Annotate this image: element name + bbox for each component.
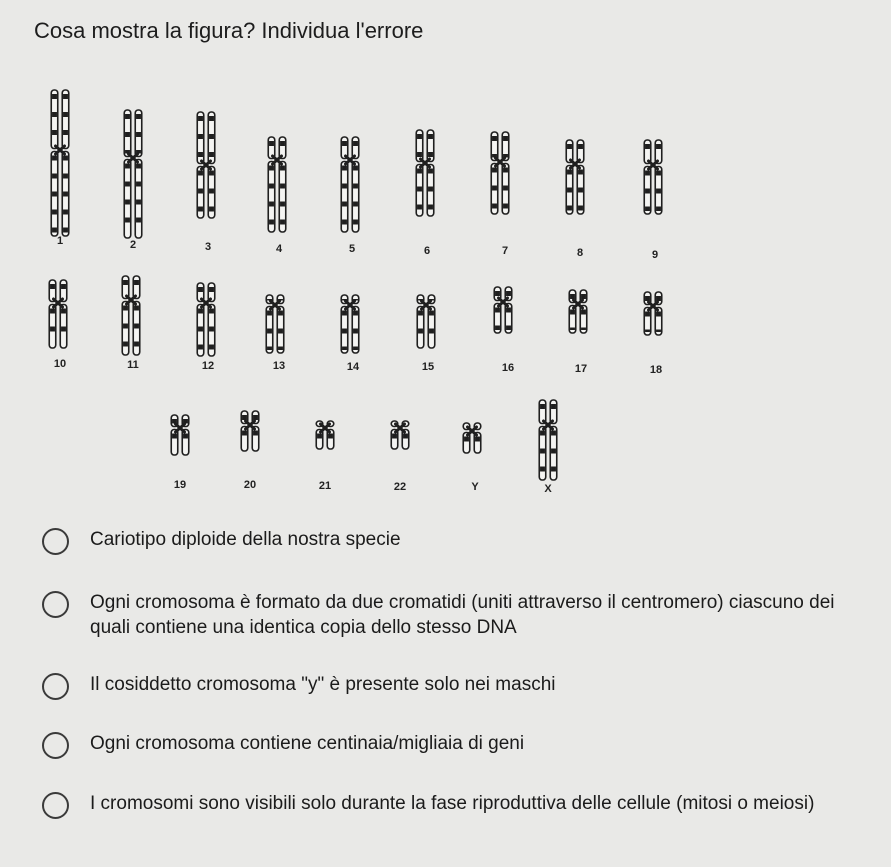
chromosome-13 (266, 295, 284, 353)
chromosome-label: 10 (53, 358, 67, 370)
chromosome-label: 9 (651, 249, 659, 261)
chromosome-label: 11 (127, 359, 139, 371)
chromosome-15 (417, 295, 435, 348)
chromosome-2 (124, 110, 142, 238)
answer-option-3[interactable] (42, 672, 862, 700)
answer-option-label: Cariotipo diploide della nostra specie (90, 529, 401, 550)
chromosome-8 (566, 140, 584, 214)
chromosome-label: 1 (56, 235, 64, 247)
chromosome-17 (569, 290, 587, 333)
chromosome-9 (644, 140, 662, 214)
chromosome-label: Y (471, 481, 479, 493)
chromosome-1 (51, 90, 69, 236)
radio-button[interactable] (42, 528, 69, 555)
chromosome-7 (491, 132, 509, 214)
chromosome-label: 12 (201, 360, 215, 372)
chromosome-10 (49, 280, 67, 348)
chromosome-label: 2 (129, 239, 137, 251)
answer-option-5[interactable] (42, 791, 862, 819)
chromosome-3 (197, 112, 215, 218)
chromosome-label: 18 (649, 364, 663, 376)
chromosome-18 (644, 292, 662, 335)
chromosome-14 (341, 295, 359, 353)
answer-option-label: Il cosiddetto cromosoma "y" è presente solo nei maschi (90, 674, 556, 695)
chromosome-label: 19 (173, 479, 187, 491)
chromosome-label: 6 (423, 245, 431, 257)
chromosome-label: 20 (243, 479, 257, 491)
chromosome-label: 3 (204, 241, 212, 253)
chromosome-5 (341, 137, 359, 232)
radio-button[interactable] (42, 792, 69, 819)
chromosome-19 (171, 415, 189, 455)
radio-button[interactable] (42, 732, 69, 759)
answer-option-4[interactable] (42, 731, 862, 759)
chromosome-16 (494, 287, 512, 333)
chromosome-20 (241, 411, 259, 451)
chromosome-label: 22 (393, 481, 407, 493)
chromosome-4 (268, 137, 286, 232)
answer-option-label: Ogni cromosoma contiene centinaia/migliaia di geni (90, 733, 525, 754)
chromosome-11 (122, 276, 140, 355)
chromosome-X (539, 400, 557, 480)
chromosome-6 (416, 130, 434, 216)
chromosome-label: 16 (501, 362, 515, 374)
answer-option-label: I cromosomi sono visibili solo durante la fase riproduttiva delle cellule (mitosi o meiosi) (90, 793, 815, 814)
answer-option-2[interactable] (42, 590, 862, 640)
question-title: Cosa mostra la figura? Individua l'errore (34, 18, 424, 43)
radio-button[interactable] (42, 591, 69, 618)
chromosome-label: 5 (348, 243, 356, 255)
chromosome-21 (316, 421, 334, 449)
chromosome-label: 17 (574, 363, 588, 375)
chromosome-12 (197, 283, 215, 356)
chromosome-label: 4 (275, 243, 283, 255)
chromosome-label: 14 (346, 361, 360, 373)
chromosome-label: 21 (318, 480, 332, 492)
chromosome-label: 15 (421, 361, 435, 373)
chromosome-label: 7 (501, 245, 509, 257)
answer-option-label: Ogni cromosoma è formato da due cromatidi (uniti attraverso il centromero) ciascuno dei quali contiene una identica copia dello stesso DNA (90, 592, 835, 638)
chromosome-Y (463, 423, 481, 453)
chromosome-22 (391, 421, 409, 449)
chromosome-label: X (544, 483, 552, 495)
chromosome-label: 13 (272, 360, 286, 372)
radio-button[interactable] (42, 673, 69, 700)
answer-option-1[interactable] (42, 527, 862, 555)
chromosome-label: 8 (576, 247, 584, 259)
